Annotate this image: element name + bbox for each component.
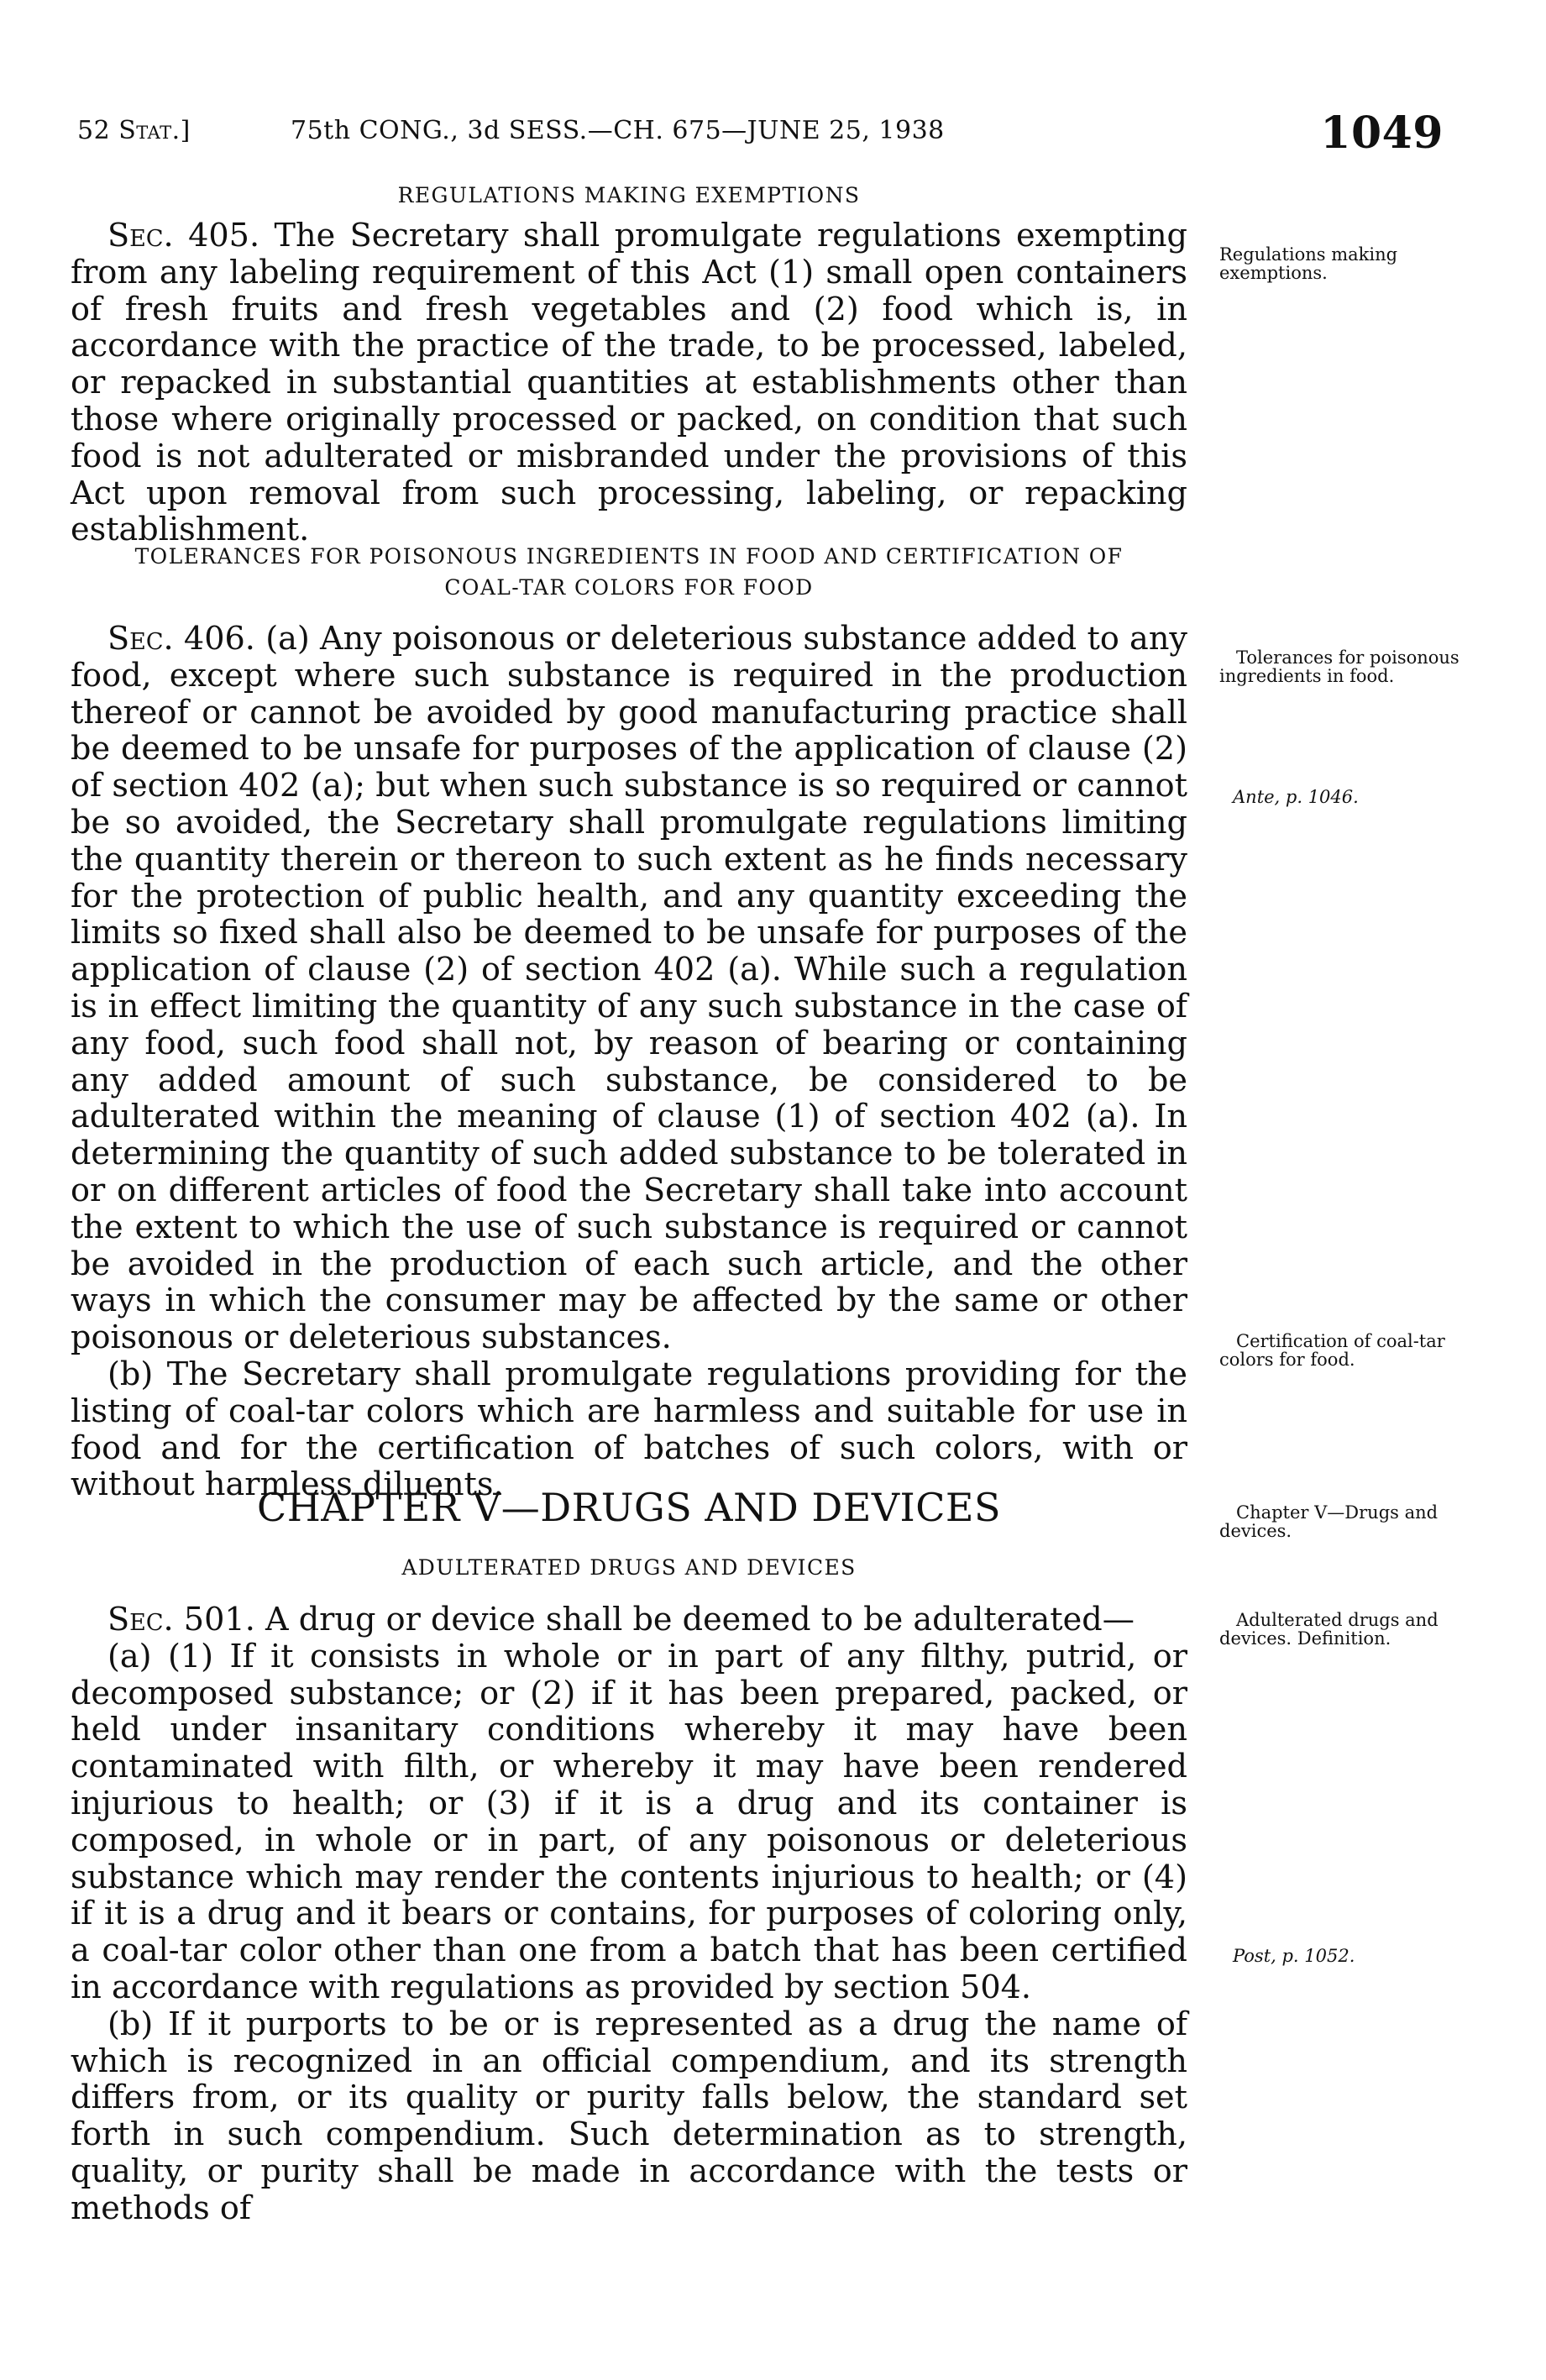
sec406-text-a: (a) Any poisonous or deleterious substance added to any food, except where such substance is required in the production thereof or cannot be avoided by good manufacturing practice shall be deemed to be unsafe for purposes of the application of clause (2) of section 402 (a); but when such substance is so required or cannot be so avoided, the Secretary shall promulgate regulations limiting the quantity therein or thereon to such extent as he finds necessary for the protection of public health, and any quantity exceeding the limits so fixed shall also be deemed to be unsafe for purposes of the application of clause (2) of section 402 (a). While such a regulation is in effect limiting the quantity of any such substance in the case of any food, such food shall not, by reason of bearing or containing any added amount of such substance, be considered to be adulterated within the meaning of clause (1) of section 402 (a). In determining the quantity of such added substance to be tolerated in or on different articles of food the Secretary shall take into account the extent to which the use of such substance is required or cannot be avoided in the production of each such article, and the other ways in which the consumer may be affected by the same or other poisonous or deleterious substances.	[71, 621, 1187, 1357]
header-volume: 52 Stat.]	[77, 116, 191, 145]
sec406-paragraph-b: (b) The Secretary shall promulgate regulations providing for the listing of coal-tar colors which are harmless and suitable for use in food and for the certification of batches of such colors, with or without harmless diluents.	[71, 1355, 1187, 1504]
margin-note-post	[1233, 1947, 1473, 1965]
sec406-label: Sec. 406.	[107, 621, 255, 658]
sec501-paragraph-b: (b) If it purports to be or is represented as a drug the name of which is recognized in an official compendium, and its strength differs from, or its quality or purity falls below, the standard set forth in such compendium. Such determination as to strength, quality, or purity shall be made in accordance with the tests or methods of	[71, 2005, 1187, 2227]
sec501-intro: A drug or device shall be deemed to be adulterated—	[265, 1602, 1135, 1638]
chapter-subheading: ADULTERATED DRUGS AND DEVICES	[401, 1555, 857, 1580]
margin-note-adulterated: Adulterated drugs and devices. Definition.	[1219, 1610, 1439, 1649]
sec501-intro-paragraph	[71, 1602, 1187, 1639]
sec406-paragraph-a	[71, 621, 1187, 1357]
sec406-heading-line2: COAL-TAR COLORS FOR FOOD	[444, 575, 814, 600]
chapter-title: CHAPTER V—DRUGS AND DEVICES	[257, 1485, 1001, 1530]
sec406-heading	[54, 541, 1204, 603]
margin-note-certification: Certification of coal-tar colors for food.	[1219, 1331, 1445, 1370]
margin-note-post-text: Post, p. 1052.	[1233, 1946, 1355, 1966]
sec405-heading: REGULATIONS MAKING EXEMPTIONS	[397, 183, 861, 207]
margin-note-ante-text: Ante, p. 1046.	[1233, 787, 1359, 807]
header-session: 75th CONG., 3d SESS.—CH. 675—JUNE 25, 1938	[291, 116, 945, 145]
sec405-paragraph	[71, 218, 1187, 549]
margin-note-chapter: Chapter V—Drugs and devices.	[1219, 1502, 1439, 1541]
margin-note-regulations: Regulations making exemptions.	[1219, 244, 1398, 283]
sec405-text: The Secretary shall promulgate regulations exempting from any labeling requirement of this Act (1) small open containers of fresh fruits and fresh vegetables and (2) food which is, in accordance with the practice of the trade, to be processed, labeled, or repacked in substantial quantities at establishments other than those where originally processed or packed, on condition that such food is not adulterated or misbranded under the provisions of this Act upon removal from such processing, labeling, or repacking establishment.	[71, 218, 1187, 549]
sec501-label: Sec. 501.	[107, 1602, 255, 1638]
sec501-paragraph-a: (a) (1) If it consists in whole or in part of any filthy, putrid, or decomposed substance; or (2) if it has been prepared, packed, or held under insanitary conditions whereby it may have been contaminated with filth, or whereby it may have been rendered injurious to health; or (3) if it is a drug and its container is composed, in whole or in part, of any poisonous or deleterious substance which may render the contents injurious to health; or (4) if it is a drug and it bears or contains, for purposes of coloring only, a coal-tar color other than one from a batch that has been certified in accordance with regulations as provided by section 504.	[71, 1638, 1187, 2006]
sec405-label: Sec. 405.	[107, 218, 260, 254]
page-number: 1049	[1320, 107, 1444, 159]
margin-note-tolerances: Tolerances for poisonous ingredients in food.	[1219, 647, 1460, 686]
sec501-body	[71, 1602, 1187, 2228]
margin-note-ante	[1233, 788, 1473, 806]
sec406-heading-line1: TOLERANCES FOR POISONOUS INGREDIENTS IN FOOD AND CERTIFICATION OF	[134, 544, 1124, 569]
sec405-body	[71, 218, 1187, 549]
sec406-body	[71, 621, 1187, 1504]
